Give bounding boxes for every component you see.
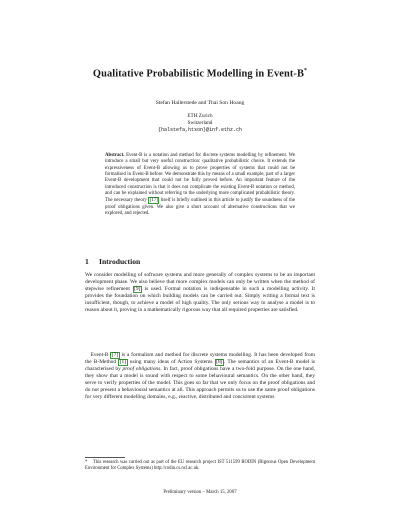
paragraph	[85, 352, 315, 401]
paragraph-text: . In fact, proof obligations have a two-fold purpose. On the one hand, they show that a model is sound with respect to some behavioural semantics. On the other hand, they serve to verify properties of the model. This goes so far that we only focus on the proof obligations and do not present a behavioural semantics at all. This approach permits us to use the same proof obligations for very different modelling domains, e.g., reactive, distributed and concurrent systems	[85, 366, 315, 401]
emphasized-text: proof obligations	[122, 366, 161, 373]
institution: ETH Zurich	[187, 113, 213, 119]
paragraph-text: Event-B	[90, 352, 109, 358]
paragraph	[85, 272, 315, 314]
email: {halstefa,htson}@inf.ethz.ch	[157, 127, 242, 133]
citation-link[interactable]: [17]	[149, 198, 158, 204]
section-title: Introduction	[99, 257, 141, 266]
abstract	[105, 153, 295, 217]
paragraph-text: using many ideas of Action Systems	[129, 359, 213, 366]
abstract-text-continued: itself is briefly outlined in this article to justify the soundness of the proof obligations given. We also give a short account of alternative constructions that we explored, and rejected.	[105, 198, 295, 217]
citation-link[interactable]: [7]	[111, 352, 119, 358]
paper-title	[0, 68, 400, 79]
abstract-text: Event-B is a notation and method for discrete systems modelling by refinement. We introduce a small but very useful construction: qualitative probabilistic choice. It extends the expressiveness of Event-B allowing us to prove properties of systems that could not be formalised in Event-B before. We demonstrate this by means of a small example, part of a larger Event-B development that could not be fully proved before. An important feature of the introduced construction is that it does not complicate the existing Event-B notation or method, and can be explained without referring to the underlying more complicated probabilistic theory. The necessary theory	[105, 153, 295, 204]
version-line: Preliminary version – March 15, 2007	[163, 490, 237, 495]
paragraph-text: is used. Formal notation is indispensable in such a modelling activity. It provides the foundation on which building models can be carried out. Simply writing a formal text is insufficient, though, to achieve a model of high quality. The only serious way to analyse a model is to reason about it, proving in a mathematically rigorous way that all required properties are satisfied.	[85, 286, 316, 314]
citation-link[interactable]: [1]	[119, 359, 127, 366]
abstract-keyword: Abstract.	[105, 153, 125, 158]
footnote-text: This research was carried out as part of the EU research project IST 511599 RODIN (Rigorous Open Development Environment for Complex Systems) http://rodin.cs.ncl.ac.uk.	[85, 460, 315, 472]
title-footnote-mark: *	[303, 68, 308, 74]
paragraph-text: is a formalism and method for discrete systems modelling. It has been developed from the B-Method	[85, 352, 315, 366]
section-number: 1	[85, 257, 89, 266]
citation-link[interactable]: [9]	[134, 286, 141, 293]
paragraph-text: We consider modelling of software systems and more generally of complex systems to be an important development phase. We also believe that more complex models can only be written when the method of stepwise refinement	[85, 272, 315, 293]
title-text: Qualitative Probabilistic Modelling in Event-B	[92, 68, 304, 80]
footnote-divider	[85, 457, 125, 458]
footnote	[85, 460, 315, 472]
footnote-mark: *	[85, 460, 88, 465]
authors: Stefan Hallerstede and Thai Son Hoang	[155, 100, 245, 106]
citation-link[interactable]: [8]	[216, 359, 223, 366]
paragraph-text: . The semantics of an Event-B model is characterised by	[85, 359, 316, 373]
section-heading	[85, 257, 140, 266]
country: Switzerland	[187, 120, 213, 126]
